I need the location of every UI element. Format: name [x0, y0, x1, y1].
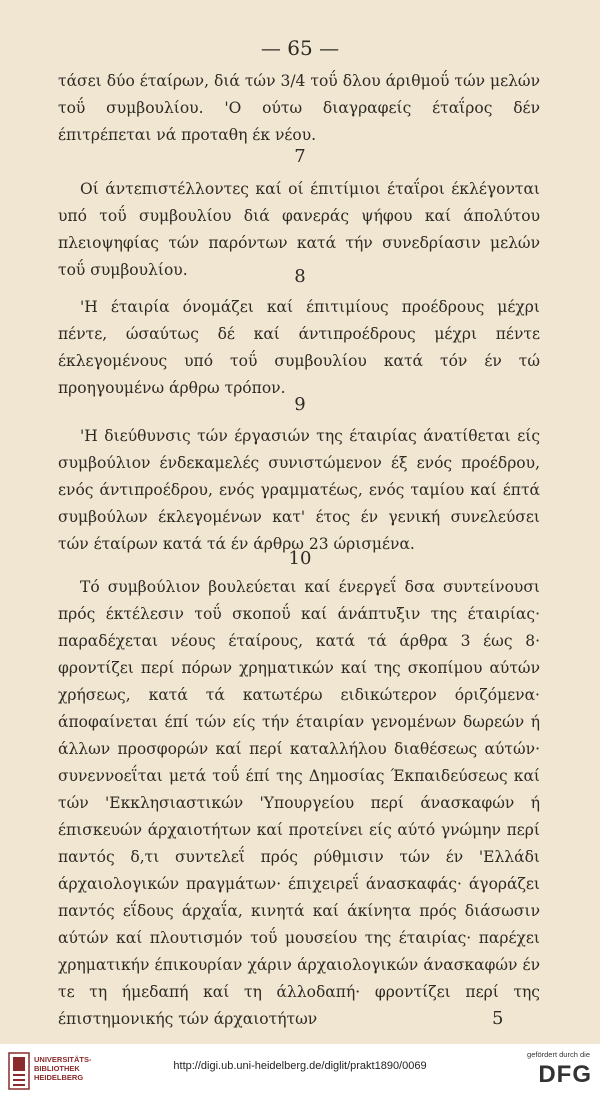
section-9-number: 9 [294, 394, 306, 415]
section-8-number: 8 [294, 266, 306, 287]
section-8-paragraph [58, 294, 540, 402]
intro-paragraph [58, 68, 540, 149]
section-10-number: 10 [288, 548, 312, 569]
intro-text: τάσει δύο έταίρων, διά τών 3/4 τοΰ δλου άριθμοΰ τών μελών τοΰ συμβουλίου. 'Ο ούτω διαγραφείς έταΐρος δέν έπιτρέπεται νά προταθη έκ νέου. [58, 72, 540, 144]
dfg-logo[interactable]: DFG [538, 1061, 592, 1088]
funded-by-label: gefördert durch die [527, 1050, 590, 1059]
section-10-text: Τό συμβούλιον βουλεύεται καί ένεργεΐ δσα συντείνουσι πρός έκτέλεσιν τοΰ σκοποΰ καί άνάπτυξιν της έταιρίας· παραδέχεται νέους έταίρους, κατά τά άρθρα 3 έως 8· φροντίζει περί πόρων χρηματικών καί της σκοπίμου αύτών χρήσεως, κατά τά κατωτέρω ειδικώτερον όριζόμενα· άποφαίνεται έπί τών είς τήν έταιρίαν γενομένων δωρεών ή άλλων προσφορών καί περί καταλλήλου διαθέσεως αύτών· συνεννοεΐται μετά τοΰ έπί της Δημοσίας Έκπαιδεύσεως καί τών 'Εκκλησιαστικών 'Υπουργείου περί άνασκαφών ή έπισκευών άρχαιοτήτων καί προτείνει είς αύτό γνώμην περί παντός δ,τι συντελεΐ πρός ρύθμισιν τών έν 'Ελλάδι άρχαιολογικών πραγμάτων· έπιχειρεΐ άνασκαφάς· άγοράζει παντός εΐδους άρχαΐα, κινητά καί άκίνητα πρός διάσωσιν αύτών καί πλουτισμόν τοΰ μουσείου της έταιρίας· παρέχει χρηματικήν έπικουρίαν χάριν άρχαιολογικών άνασκαφών έν τε τη ήμεδαπή καί τη άλλοδαπή· φροντίζει περί της έπιστημονικής τών άρχαιοτήτων [58, 578, 540, 1028]
section-7-number: 7 [294, 146, 306, 167]
signature-mark: 5 [492, 1008, 504, 1029]
section-7-text: Οί άντεπιστέλλοντες καί οί έπιτίμιοι έταΐροι έκλέγονται υπό τοΰ συμβουλίου διά φανεράς ψήφου καί άπολύτου πλειοψηφίας τών παρόντων κατά τήν συνεδρίασιν μελών τοΰ συμβουλίου. [58, 180, 540, 279]
library-line-3: HEIDELBERG [34, 1073, 84, 1082]
permalink-url[interactable]: http://digi.ub.uni-heidelberg.de/diglit/prakt1890/0069 [173, 1060, 427, 1072]
section-9-paragraph [58, 423, 540, 558]
section-8-text: 'Η έταιρία όνομάζει καί έπιτιμίους προέδρους μέχρι πέντε, ώσαύτως δέ καί άντιπροέδρους μέχρι πέντε έκλεγομένους υπό τοΰ συμβουλίου κατά τόν έν τώ προηγουμένω άρθρω τρόπον. [58, 298, 540, 397]
footer-bar [0, 1044, 600, 1098]
library-line-2: BIBLIOTHEK [34, 1064, 80, 1073]
page-number: — 65 — [260, 36, 340, 60]
section-10-paragraph [58, 574, 540, 1033]
library-line-1: UNIVERSITÄTS- [34, 1055, 92, 1064]
section-9-text: 'Η διεύθυνσις τών έργασιών της έταιρίας άνατίθεται είς συμβούλιον ένδεκαμελές συνιστώμενον έξ ενός προέδρου, ενός άντιπροέδρου, ενός γραμματέως, ενός ταμίου καί έπτά συμβούλων έκλεγομένων κατ' έτος έν γενική συνελεύσει τών έταίρων κατά τά έν άρθρω 23 ώρισμένα. [58, 427, 540, 553]
